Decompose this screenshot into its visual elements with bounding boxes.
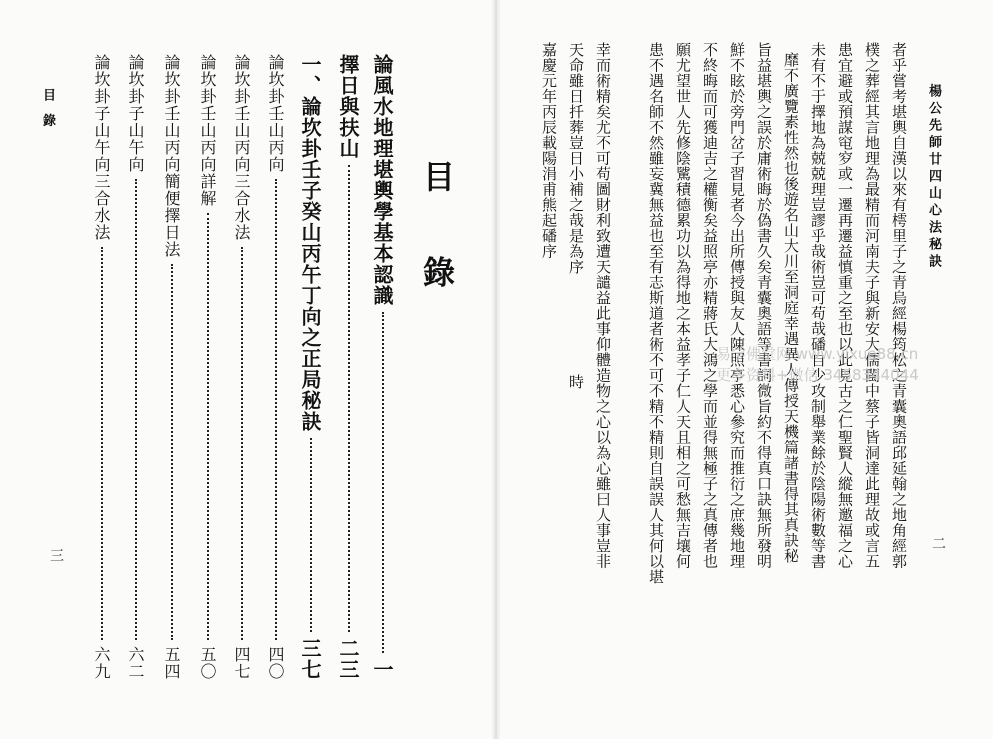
toc-entry-label: 論坎卦子山午向三合水法 — [92, 54, 111, 241]
toc-entry-page: 六二 — [126, 646, 145, 680]
toc-entry-label: 論坎卦壬山丙向三合水法 — [232, 54, 251, 241]
left-page — [0, 0, 492, 739]
toc-entry-page: 三七 — [298, 638, 322, 680]
preface-column: 者乎嘗考堪輿自漢以來有樗里子之青烏經楊筠松之青囊奧語邱延翰之地角經郭 — [890, 42, 908, 569]
toc-entry-label: 論坎卦壬山丙向詳解 — [198, 54, 217, 207]
right-running-head: 楊公先師廿四山心法秘訣 — [926, 84, 941, 271]
left-running-head: 目 錄 — [40, 88, 55, 131]
toc-entry[interactable] — [264, 54, 287, 680]
toc-entry-label: 論坎卦壬山丙向簡便擇日法 — [162, 54, 181, 258]
toc-entry-label: 一、論坎卦壬子癸山丙午丁向之正局秘訣 — [298, 54, 322, 432]
watermark — [716, 344, 919, 386]
preface-column: 未有不于擇地為兢兢理豈謬乎哉術豈可苟哉磻自少攻制舉業餘於陰陽術數等書 — [809, 42, 827, 569]
toc-leader — [310, 438, 312, 632]
toc-title: 目 錄 — [418, 160, 456, 314]
right-page-number: 二 — [930, 536, 946, 550]
preface-column: 不終晦而可獲迪吉之權衡矣益照亭亦精蔣氏大鴻之學而並得無極子之真傳者也 — [701, 42, 719, 569]
toc-entry-label: 論坎卦壬山丙向 — [266, 54, 285, 173]
toc-entry-page: 四七 — [232, 646, 251, 680]
toc-leader — [207, 213, 209, 640]
toc-entry[interactable] — [368, 54, 397, 680]
toc-entry[interactable] — [124, 54, 147, 680]
toc-leader — [241, 247, 243, 640]
preface-column: 願尤望世人先修陰騭積德累功以為得地之本益孝子仁人天且相之可愁無吉壤何 — [674, 42, 692, 569]
toc-entry[interactable] — [196, 54, 219, 680]
preface-author-mark: 時 — [567, 374, 585, 392]
preface-column: 樸之葬經其言地理為最精而河南夫子與新安大儒閩中蔡子皆洞達此理故或言五 — [863, 42, 881, 569]
toc-leader — [135, 179, 137, 640]
left-page-number: 三 — [48, 548, 64, 562]
toc-entry-page: 一 — [370, 659, 394, 680]
toc-entry[interactable] — [230, 54, 253, 680]
toc-leader — [382, 312, 384, 653]
toc-leader — [275, 179, 277, 640]
toc-leader — [101, 247, 103, 640]
toc-leader — [348, 165, 350, 632]
toc-entry-label: 擇日與扶山 — [336, 54, 360, 159]
toc-entry-label: 論坎卦子山午向 — [126, 54, 145, 173]
toc-entry-page: 五四 — [162, 646, 181, 680]
watermark-line: 更多资料+微信 3458344044 — [716, 366, 919, 384]
preface-column: 鮮不眩於旁門岔子習見者今出所傳授與友人陳照亭悉心參究而推衍之庶幾地理 — [728, 42, 746, 569]
toc-entry-page: 六九 — [92, 646, 111, 680]
toc-entry[interactable] — [334, 54, 363, 680]
toc-entry-page: 四〇 — [266, 646, 285, 680]
toc-leader — [171, 264, 173, 640]
preface-date-line: 嘉慶元年丙辰載陽涓甫熊起磻序 — [540, 42, 558, 259]
toc-entry[interactable] — [90, 54, 113, 680]
toc-entry-page: 二三 — [336, 638, 360, 680]
preface-column: 靡不廣覽素性然也後遊名山大川至洞庭幸遇異人傳授天機篇諸書得其真訣秘 — [782, 52, 800, 564]
toc-entry-page: 五〇 — [198, 646, 217, 680]
preface-column: 天命雖日扦葬豈日小補之哉是為序 — [567, 42, 585, 275]
preface-column: 患宜避或預謀窀穸或一遷再遷益慎重之至也以此見古之仁聖賢人縱無邀福之心 — [836, 42, 854, 569]
toc-entry-label: 論風水地理堪輿學基本認識 — [370, 54, 394, 306]
preface-column: 患不遇名師不然雖妄冀無益也至有志斯道者術不可不精不精則自誤誤人其何以堪 — [647, 42, 665, 585]
watermark-line: 易学佛堂网 www.yixue88.cn — [716, 345, 919, 363]
toc-entry[interactable] — [160, 54, 183, 680]
preface-column: 旨益堪輿之誤於庸術晦於偽書久矣青囊奧語等書詞微旨約不得真口訣無所發明 — [755, 42, 773, 569]
preface-column: 幸而術精矣尤不可苟圖財利致遭天譴益此事仰體造物之心以為心雖曰人事豈非 — [594, 42, 612, 569]
toc-entry[interactable] — [296, 54, 325, 680]
